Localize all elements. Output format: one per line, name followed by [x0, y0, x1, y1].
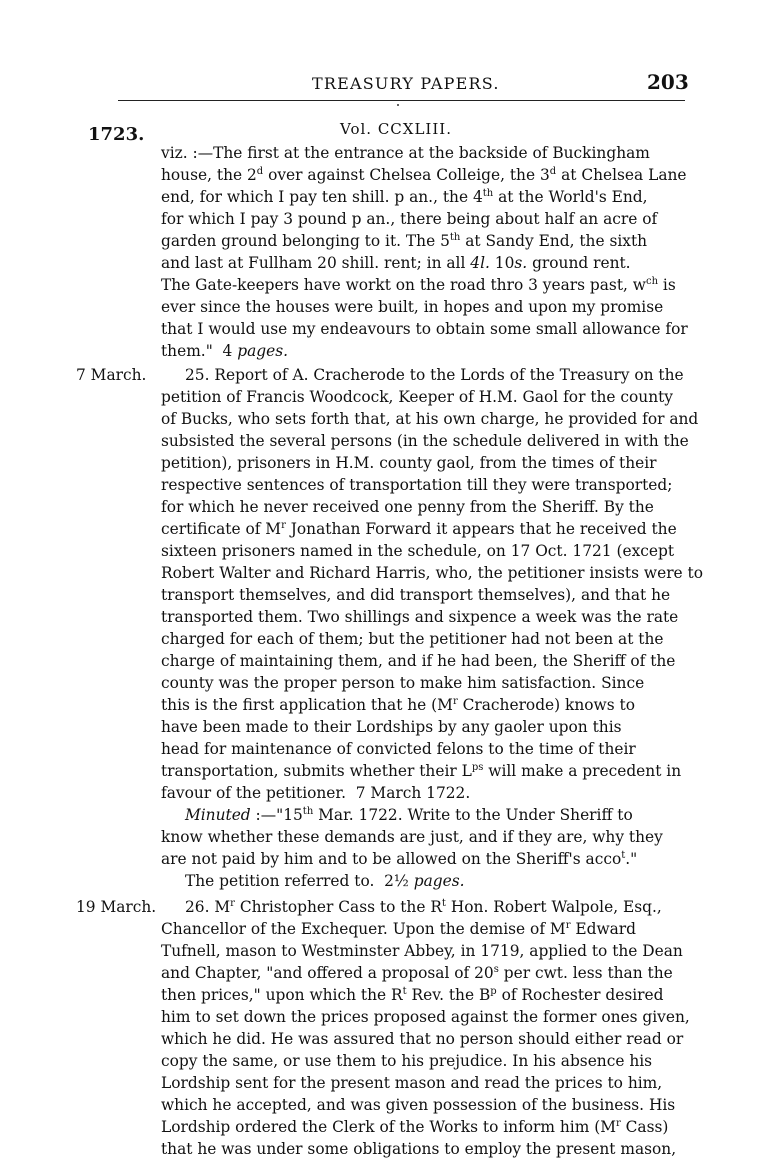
- text-line: The Gate-keepers have workt on the road thro 3 years past, $w^{ch}$ is: [161, 276, 676, 294]
- ornament-dot: [397, 104, 399, 106]
- text-line: Chancellor of the Exchequer. Upon the demise of $M^r$ Edward: [161, 920, 637, 938]
- text-line: him to set down the prices proposed against the former ones given,: [161, 1008, 690, 1026]
- volume-heading: Vol. CCXLIII.: [340, 120, 452, 138]
- text-line: end, for which I pay ten shill. p an., the 4th at the World's End,: [161, 188, 648, 206]
- running-title: TREASURY PAPERS.: [312, 74, 500, 93]
- text-line: this is the first application that he ($M^r$ Cracherode) knows to: [161, 696, 635, 714]
- text-line: them." 4 pages.: [161, 342, 289, 360]
- text-line: charged for each of them; but the petitioner had not been at the: [161, 630, 664, 648]
- text-line: which he did. He was assured that no person should either read or: [161, 1030, 684, 1048]
- text-line: Minuted :—"15th Mar. 1722. Write to the Under Sheriff to: [185, 806, 633, 824]
- text-line: The petition referred to. 2½ pages.: [185, 872, 465, 890]
- text-line: and Chapter, "and offered a proposal of 20$^s$ per cwt. less than the: [161, 964, 673, 982]
- text-line: 26. $M^r$ Christopher Cass to the $R^t$ Hon. Robert Walpole, Esq.,: [185, 898, 662, 916]
- header-rule: [118, 100, 685, 101]
- text-line: for which he never received one penny from the Sheriff. By the: [161, 498, 654, 516]
- text-line: Robert Walter and Richard Harris, who, the petitioner insists were to: [161, 564, 704, 582]
- text-line: for which I pay 3 pound p an., there being about half an acre of: [161, 210, 658, 228]
- text-line: charge of maintaining them, and if he had been, the Sheriff of the: [161, 652, 676, 670]
- text-line: 25. Report of A. Cracherode to the Lords of the Treasury on the: [185, 366, 684, 384]
- text-line: county was the proper person to make him satisfaction. Since: [161, 674, 645, 692]
- text-line: know whether these demands are just, and if they are, why they: [161, 828, 663, 846]
- text-line: which he accepted, and was given possession of the business. His: [161, 1096, 676, 1114]
- text-line: viz. :—The first at the entrance at the backside of Buckingham: [161, 144, 650, 162]
- text-line: of Bucks, who sets forth that, at his own charge, he provided for and: [161, 410, 699, 428]
- text-line: are not paid by him and to be allowed on the Sheriff's acco$^t$.": [161, 850, 638, 868]
- text-line: Lordship ordered the Clerk of the Works to inform him ($M^r$ Cass): [161, 1118, 669, 1136]
- text-line: ever since the houses were built, in hopes and upon my promise: [161, 298, 664, 316]
- margin-year: 1723.: [88, 124, 145, 145]
- text-line: that I would use my endeavours to obtain some small allowance for: [161, 320, 688, 338]
- text-line: copy the same, or use them to his prejudice. In his absence his: [161, 1052, 653, 1070]
- text-line: certificate of $M^r$ Jonathan Forward it appears that he received the: [161, 520, 677, 538]
- text-line: transportation, submits whether their $L^{ps}$ will make a precedent in: [161, 762, 682, 780]
- text-line: Tufnell, mason to Westminster Abbey, in 1719, applied to the Dean: [161, 942, 683, 960]
- margin-date: 7 March.: [76, 366, 147, 384]
- text-line: sixteen prisoners named in the schedule, on 17 Oct. 1721 (except: [161, 542, 675, 560]
- text-line: have been made to their Lordships by any gaoler upon this: [161, 718, 622, 736]
- text-line: Lordship sent for the present mason and read the prices to him,: [161, 1074, 663, 1092]
- text-line: favour of the petitioner. 7 March 1722.: [161, 784, 471, 802]
- running-head: [0, 70, 768, 100]
- text-line: respective sentences of transportation till they were transported;: [161, 476, 673, 494]
- text-line: garden ground belonging to it. The 5th at Sandy End, the sixth: [161, 232, 648, 250]
- text-line: house, the 2$^d$ over against Chelsea Colleige, the 3$^d$ at Chelsea Lane: [161, 166, 687, 184]
- text-line: petition of Francis Woodcock, Keeper of H.M. Gaol for the county: [161, 388, 674, 406]
- text-line: transport themselves, and did transport themselves), and that he: [161, 586, 671, 604]
- page-number: 203: [647, 70, 689, 94]
- text-line: transported them. Two shillings and sixpence a week was the rate: [161, 608, 679, 626]
- text-line: subsisted the several persons (in the schedule delivered in with the: [161, 432, 689, 450]
- text-line: and last at Fullham 20 shill. rent; in all 4l. 10s. ground rent.: [161, 254, 631, 272]
- text-line: head for maintenance of convicted felons to the time of their: [161, 740, 636, 758]
- text-line: petition), prisoners in H.M. county gaol, from the times of their: [161, 454, 657, 472]
- text-line: then prices," upon which the $R^t$ Rev. the $B^p$ of Rochester desired: [161, 986, 664, 1004]
- text-line: that he was under some obligations to employ the present mason,: [161, 1140, 677, 1158]
- margin-date: 19 March.: [76, 898, 157, 916]
